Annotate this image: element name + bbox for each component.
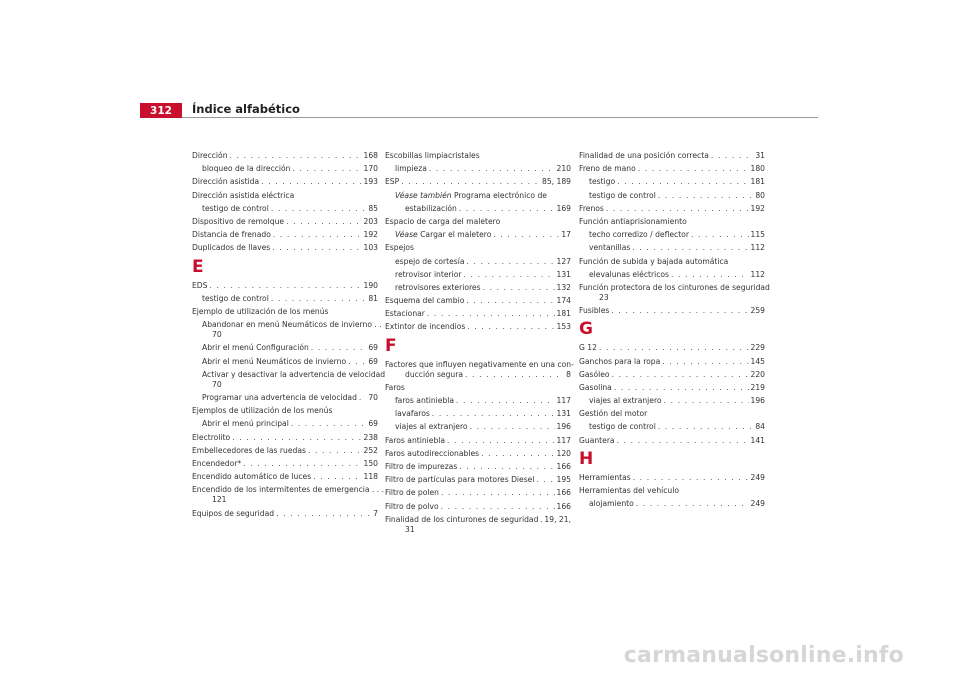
- index-subentry: Abrir el menú Neumáticos de invierno . . . 69: [192, 357, 378, 367]
- index-entry: Filtro de partículas para motores Diesel . . . 195: [385, 475, 571, 485]
- page-title: Índice alfabético: [192, 102, 300, 116]
- index-entry: Estacionar . . . 181: [385, 309, 571, 319]
- index-entry: Filtro de polen . . . 166: [385, 488, 571, 498]
- index-entry: EDS . . . 190: [192, 281, 378, 291]
- index-subentry: ventanillas . . . 112: [579, 243, 765, 253]
- index-subentry: viajes al extranjero . . . 196: [385, 422, 571, 432]
- index-entry: Dispositivo de remolque . . . 203: [192, 217, 378, 227]
- index-subentry: testigo de control . . . 85: [192, 204, 378, 214]
- index-entry: Equipos de seguridad . . . 7: [192, 509, 378, 519]
- index-entry: Gestión del motor: [579, 409, 648, 419]
- index-entry: Distancia de frenado . . . 192: [192, 230, 378, 240]
- index-entry: Electrolito . . . 238: [192, 433, 378, 443]
- index-subentry: Abrir el menú Configuración . . . 69: [192, 343, 378, 353]
- index-subentry: Activar y desactivar la advertencia de velocidad 70: [202, 369, 386, 389]
- index-entry-continuation: ducción segura . . . 8: [385, 370, 571, 380]
- index-entry: G 12 . . . 229: [579, 343, 765, 353]
- index-entry: Función antiaprisionamiento: [579, 216, 687, 226]
- index-subentry: testigo . . . 181: [579, 177, 765, 187]
- index-subentry: retrovisor interior . . . 131: [385, 270, 571, 280]
- section-letter-h: H: [579, 448, 594, 469]
- index-entry: Herramientas del vehículo: [579, 486, 679, 496]
- section-letter-g: G: [579, 319, 593, 340]
- index-subentry: retrovisores exteriores . . . 132: [385, 283, 571, 293]
- index-entry: Duplicados de llaves . . . 103: [192, 243, 378, 253]
- index-entry: Escobillas limpiacristales: [385, 151, 480, 160]
- index-entry: Freno de mano . . . 180: [579, 164, 765, 174]
- index-entry: Frenos . . . 192: [579, 204, 765, 214]
- index-entry: Esquema del cambio . . . 174: [385, 296, 571, 306]
- index-entry: Embellecedores de las ruedas . . . 252: [192, 446, 378, 456]
- index-entry: Función de subida y bajada automática: [579, 256, 729, 266]
- index-subentry: testigo de control . . . 80: [579, 191, 765, 201]
- index-entry: Gasóleo . . . 220: [579, 370, 765, 380]
- index-entry: Faros: [385, 382, 405, 392]
- index-entry: Guantera . . . 141: [579, 436, 765, 446]
- index-entry: Ejemplo de utilización de los menús: [192, 306, 329, 316]
- page-number: 312: [140, 103, 182, 118]
- index-entry: Finalidad de los cinturones de seguridad . . . 19, 21, 31: [385, 515, 571, 535]
- index-entry: Espacio de carga del maletero: [385, 216, 501, 226]
- index-subentry: Abrir el menú principal . . . 69: [192, 419, 378, 429]
- index-entry: Gasolina . . . 219: [579, 383, 765, 393]
- index-subentry: Programar una advertencia de velocidad . . . 70: [192, 393, 378, 403]
- index-entry: Ejemplos de utilización de los menús: [192, 406, 333, 416]
- index-subentry: alojamiento . . . 249: [579, 499, 765, 509]
- index-entry: Fusibles . . . 259: [579, 306, 765, 316]
- index-entry: Finalidad de una posición correcta . . . 31: [579, 151, 765, 161]
- index-entry: Dirección . . . 168: [192, 151, 378, 161]
- index-entry: Factores que influyen negativamente en una con-: [385, 359, 574, 369]
- index-entry: ESP . . . 85, 189: [385, 177, 571, 187]
- index-entry: Encendedor* . . . 150: [192, 459, 378, 469]
- index-subentry: viajes al extranjero . . . 196: [579, 396, 765, 406]
- index-subentry: bloqueo de la dirección . . . 170: [192, 164, 378, 174]
- index-subentry: lavafaros . . . 131: [385, 409, 571, 419]
- index-column-3: [579, 151, 770, 512]
- index-entry: Extintor de incendios . . . 153: [385, 322, 571, 332]
- index-entry: Faros antiniebla . . . 117: [385, 436, 571, 446]
- index-entry: Ganchos para la ropa . . . 145: [579, 357, 765, 367]
- index-subentry: Abandonar en menú Neumáticos de invierno . . 70: [202, 320, 382, 340]
- index-entry: Dirección asistida eléctrica: [192, 190, 295, 200]
- header-rule: [182, 117, 818, 118]
- index-subentry: faros antiniebla . . . 117: [385, 396, 571, 406]
- index-entry: Faros autodireccionables . . . 120: [385, 449, 571, 459]
- index-cross-reference: Véase también Programa electrónico de: [395, 190, 547, 200]
- index-entry: Encendido automático de luces . . . 118: [192, 472, 378, 482]
- index-entry: Herramientas . . . 249: [579, 473, 765, 483]
- section-letter-e: E: [192, 256, 204, 277]
- watermark: carmanualsonline.info: [623, 643, 904, 668]
- index-subentry: espejo de cortesía . . . 127: [385, 257, 571, 267]
- index-subentry: estabilización . . . 169: [385, 204, 571, 214]
- index-entry: Filtro de impurezas . . . 166: [385, 462, 571, 472]
- index-entry: Función protectora de los cinturones de seguridad 23: [579, 282, 770, 302]
- index-entry: Encendido de los intermitentes de emergencia . . . 121: [192, 485, 385, 505]
- index-entry: Dirección asistida . . . 193: [192, 177, 378, 187]
- index-entry: Filtro de polvo . . . 166: [385, 502, 571, 512]
- index-cross-reference: Véase Cargar el maletero . . . 17: [385, 230, 571, 240]
- index-subentry: testigo de control . . . 84: [579, 422, 765, 432]
- index-column-2: [385, 151, 574, 535]
- index-subentry: techo corredizo / deflector . . . 115: [579, 230, 765, 240]
- section-letter-f: F: [385, 335, 397, 356]
- index-column-1: [192, 151, 386, 522]
- index-entry: Espejos: [385, 243, 414, 253]
- index-subentry: elevalunas eléctricos . . . 112: [579, 270, 765, 280]
- index-subentry: limpieza . . . 210: [385, 164, 571, 174]
- index-subentry: testigo de control . . . 81: [192, 294, 378, 304]
